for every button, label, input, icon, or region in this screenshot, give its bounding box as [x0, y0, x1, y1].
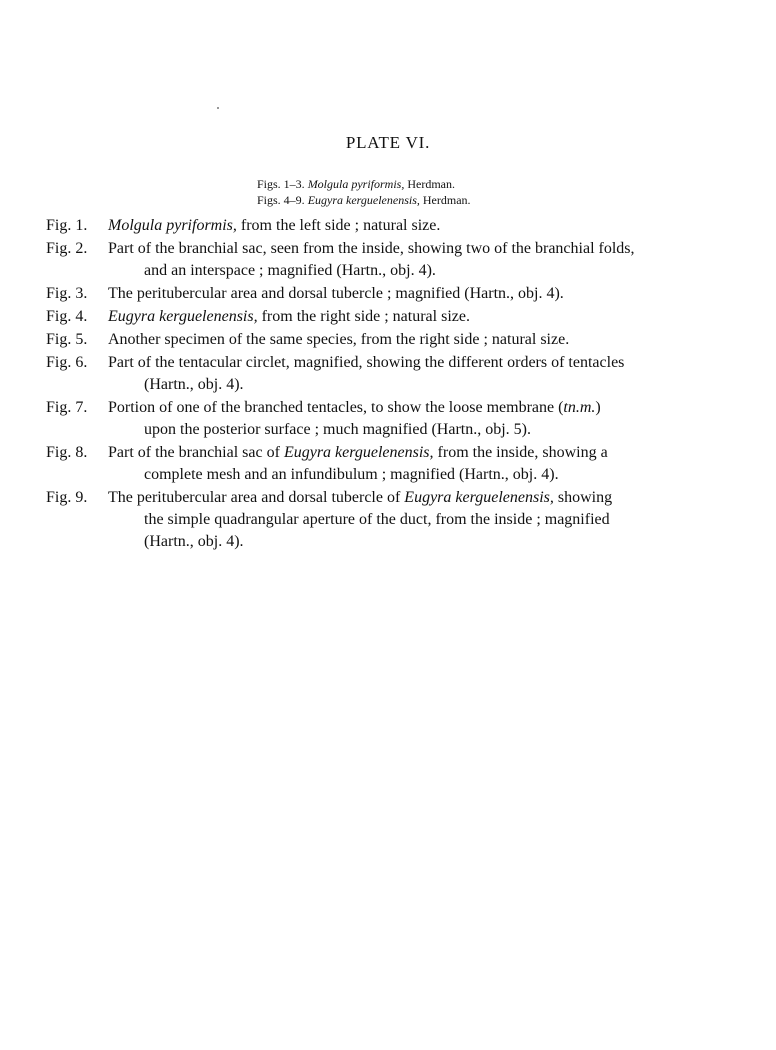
figure-label: Fig. 6.: [46, 354, 88, 371]
species-name: Eugyra kerguelenensis,: [307, 193, 420, 207]
figure-entry: [46, 352, 729, 396]
caption-text: from the inside, showing a: [433, 444, 608, 461]
figure-entry: [46, 283, 729, 305]
caption-italic: tn.m.: [563, 399, 596, 416]
subtitle-prefix: Figs. 1–3.: [257, 177, 305, 191]
caption-text: The peritubercular area and dorsal tubercle ; magnified (Hartn., obj. 4).: [108, 285, 564, 302]
subtitle-line-1: [257, 176, 471, 192]
caption-italic: Eugyra kerguelenensis,: [404, 489, 554, 506]
figure-entry: [46, 487, 729, 553]
author-name: Herdman.: [422, 193, 471, 207]
figure-label: Fig. 4.: [46, 308, 88, 325]
print-speck: [217, 107, 219, 109]
figure-caption: [108, 215, 729, 237]
figure-label: Fig. 9.: [46, 489, 88, 506]
caption-text: Part of the branchial sac of: [108, 444, 284, 461]
caption-text: from the left side ; natural size.: [236, 217, 441, 234]
figure-label: Fig. 8.: [46, 444, 88, 461]
caption-text: Another specimen of the same species, from the right side ; natural size.: [108, 331, 570, 348]
caption-text: showing: [553, 489, 613, 506]
figure-label: Fig. 7.: [46, 399, 88, 416]
caption-italic: Eugyra kerguelenensis,: [108, 308, 258, 325]
figure-caption: [108, 442, 729, 486]
caption-italic: Molgula pyriformis,: [108, 217, 237, 234]
figure-label: Fig. 3.: [46, 285, 88, 302]
caption-continuation: (Hartn., obj. 4).: [144, 376, 244, 393]
figure-caption: [108, 306, 729, 328]
caption-text: The peritubercular area and dorsal tubercle of: [108, 489, 405, 506]
figure-caption: [108, 238, 729, 282]
caption-italic: Eugyra kerguelenensis,: [283, 444, 434, 461]
plate-subtitle: [257, 176, 471, 208]
figure-entry: [46, 442, 729, 486]
author-name: Herdman.: [407, 177, 456, 191]
plate-title: PLATE VI.: [345, 133, 431, 152]
caption-text: Portion of one of the branched tentacles, to show the loose membrane (: [108, 399, 564, 416]
caption-continuation: complete mesh and an infundibulum ; magnified (Hartn., obj. 4).: [144, 466, 559, 483]
caption-continuation: and an interspace ; magnified (Hartn., obj. 4).: [144, 262, 436, 279]
figure-caption: [108, 352, 729, 396]
caption-text: Part of the branchial sac, seen from the inside, showing two of the branchial folds,: [108, 240, 635, 257]
caption-continuation: (Hartn., obj. 4).: [144, 533, 244, 550]
figure-caption: [108, 329, 729, 351]
figure-caption: [108, 283, 729, 305]
figure-entry: [46, 215, 729, 237]
caption-text: Part of the tentacular circlet, magnified, showing the different orders of tentacles: [108, 354, 625, 371]
figure-caption: [108, 397, 729, 441]
figure-entry: [46, 329, 729, 351]
species-name: Molgula pyriformis,: [307, 177, 405, 191]
figure-label: Fig. 2.: [46, 240, 88, 257]
caption-text: from the right side ; natural size.: [257, 308, 470, 325]
subtitle-line-2: [257, 192, 471, 208]
caption-continuation: upon the posterior surface ; much magnified (Hartn., obj. 5).: [144, 421, 531, 438]
figure-label: Fig. 5.: [46, 331, 88, 348]
figure-entry: [46, 238, 729, 282]
figure-label: Fig. 1.: [46, 217, 88, 234]
figure-caption: [108, 487, 729, 553]
subtitle-prefix: Figs. 4–9.: [257, 193, 305, 207]
caption-text: ): [595, 399, 601, 416]
caption-continuation: the simple quadrangular aperture of the duct, from the inside ; magnified: [144, 511, 610, 528]
figure-legend-list: [46, 215, 729, 554]
figure-entry: [46, 306, 729, 328]
figure-entry: [46, 397, 729, 441]
